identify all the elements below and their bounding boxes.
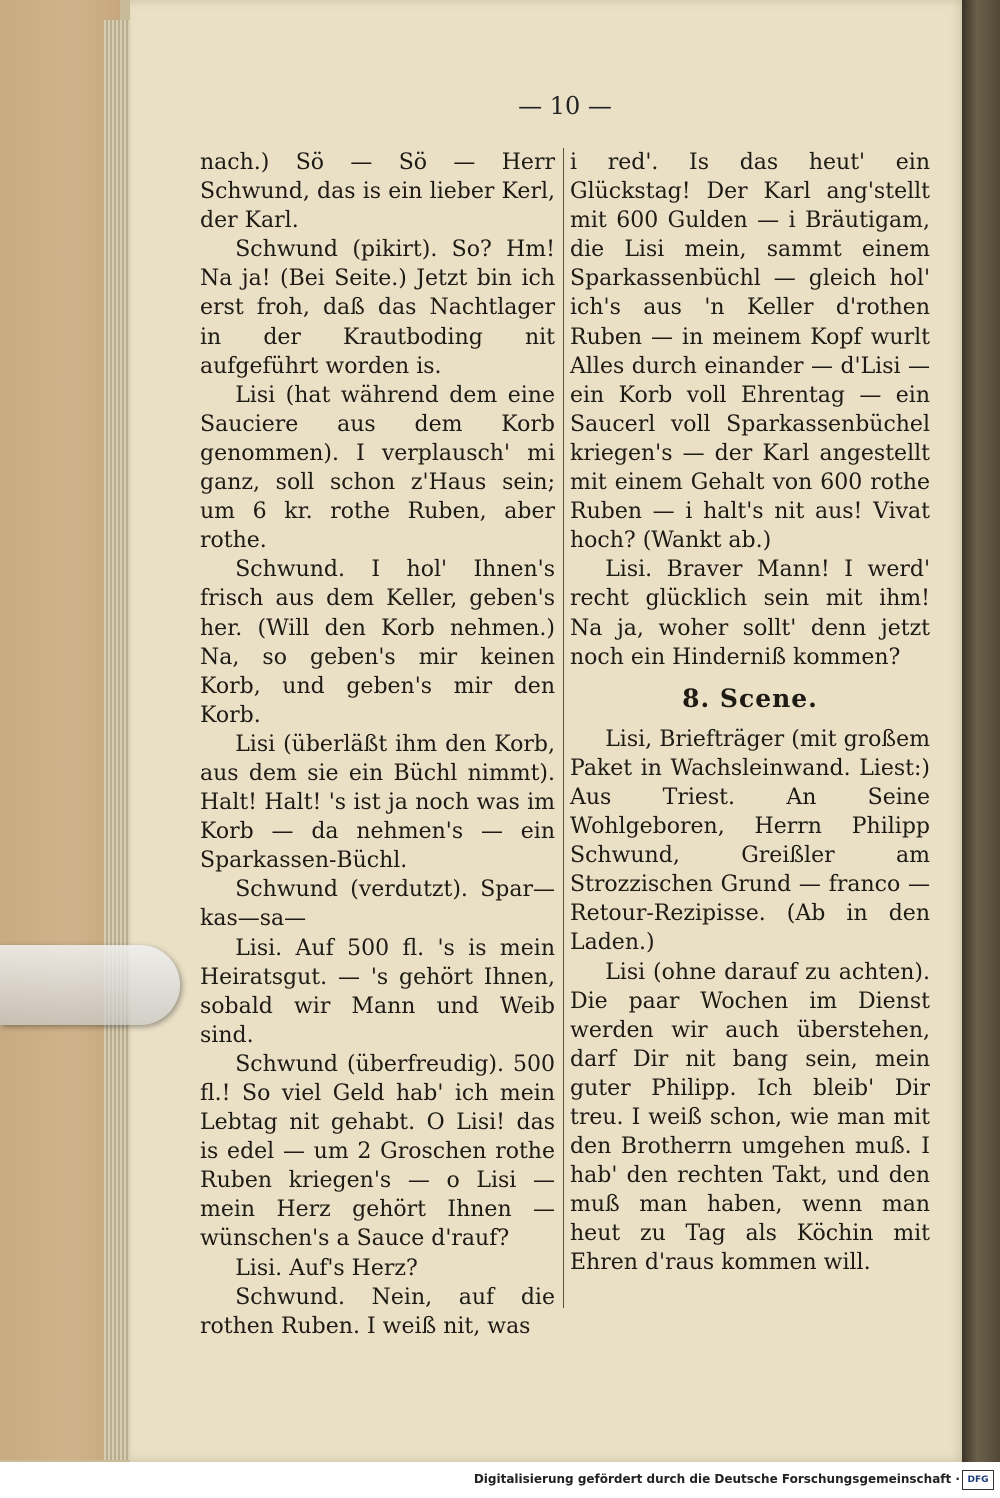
- paragraph: Lisi. Auf 500 fl. 's is mein Heiratsgut. — 's gehört Ihnen, sobald wir Mann und Weib sind.: [200, 935, 555, 1048]
- left-column: [200, 148, 555, 1341]
- bookmark-clip: [0, 945, 180, 1025]
- paragraph: i red'. Is das heut' ein Glückstag! Der Karl ang'stellt mit 600 Gulden — i Bräutigam, die Lisi mein, sammt einem Sparkassenbüchl — gleich hol' ich's aus 'n Keller d'rothen Ruben — in meinem Kopf wurlt Alles durch einander — d'Lisi — ein Korb voll Ehrentag — ein Saucerl voll Sparkassenbüchel kriegen's — der Karl angestellt mit einem Gehalt von 600 rothe Ruben — i halt's nit aus! Vivat hoch? (Wankt ab.): [570, 150, 930, 554]
- paragraph: Schwund. Nein, auf die rothen Ruben. I weiß nit, was: [200, 1284, 555, 1339]
- page-number: — 10 —: [518, 92, 612, 120]
- paragraph: Schwund (verdutzt). Spar— kas—sa—: [200, 877, 555, 932]
- book-gutter: [962, 0, 1000, 1462]
- paragraph: nach.) Sö — Sö — Herr Schwund, das is ein lieber Kerl, der Karl.: [200, 150, 555, 234]
- paragraph: Lisi (überläßt ihm den Korb, aus dem sie ein Büchl nimmt). Halt! Halt! 's ist ja noch was im Korb — da nehmen's — ein Sparkassen-Büchl.: [200, 731, 555, 874]
- paragraph: Lisi. Auf's Herz?: [235, 1255, 418, 1281]
- dfg-logo: DFG: [962, 1470, 994, 1490]
- footer-credit: Digitalisierung gefördert durch die Deutsche Forschungsgemeinschaft ·: [473, 1472, 960, 1486]
- paragraph: Lisi. Braver Mann! I werd' recht glücklich sein mit ihm! Na ja, woher sollt' denn jetzt noch ein Hinderniß kommen?: [570, 557, 930, 670]
- footer-bar: [0, 1462, 1000, 1498]
- right-column: [570, 148, 930, 1278]
- paragraph: Schwund (überfreudig). 500 fl.! So viel Geld hab' ich mein Lebtag nit gehabt. O Lisi! das is edel — um 2 Groschen rothe Ruben kriegen's — o Lisi — mein Herz gehört Ihnen — wünschen's a Sauce d'rauf?: [200, 1051, 555, 1252]
- scene-heading: 8. Scene.: [682, 683, 818, 713]
- paragraph: Lisi, Briefträger (mit großem Paket in Wachsleinwand. Liest:) Aus Triest. An Seine Wohlgeboren, Herrn Philipp Schwund, Greißler am Strozzischen Grund — franco — Retour-Rezipisse. (Ab in den Laden.): [570, 726, 930, 956]
- paragraph: Lisi (hat während dem eine Sauciere aus dem Korb genommen). I verplausch' mi ganz, soll schon z'Haus sein; um 6 kr. rothe Ruben, aber rothe.: [200, 382, 555, 554]
- paragraph: Lisi (ohne darauf zu achten). Die paar Wochen im Dienst werden wir auch überstehen, darf Dir nit bang sein, mein guter Philipp. Ich bleib' Dir treu. I weiß schon, wie man mit den Brotherrn umgehen muß. I hab' den rechten Takt, und den muß man haben, wenn man heut zu Tag als Köchin mit Ehren d'raus kommen will.: [570, 959, 930, 1276]
- book-cover-edge: [0, 0, 120, 1460]
- paragraph: Schwund. I hol' Ihnen's frisch aus dem Keller, geben's her. (Will den Korb nehmen.) Na, so geben's mir keinen Korb, und geben's mir den Korb.: [200, 557, 555, 728]
- paragraph: Schwund (pikirt). So? Hm! Na ja! (Bei Seite.) Jetzt bin ich erst froh, daß das Nachtlager in der Krautboding nit aufgeführt worden is.: [200, 237, 555, 379]
- column-divider: [563, 148, 564, 1308]
